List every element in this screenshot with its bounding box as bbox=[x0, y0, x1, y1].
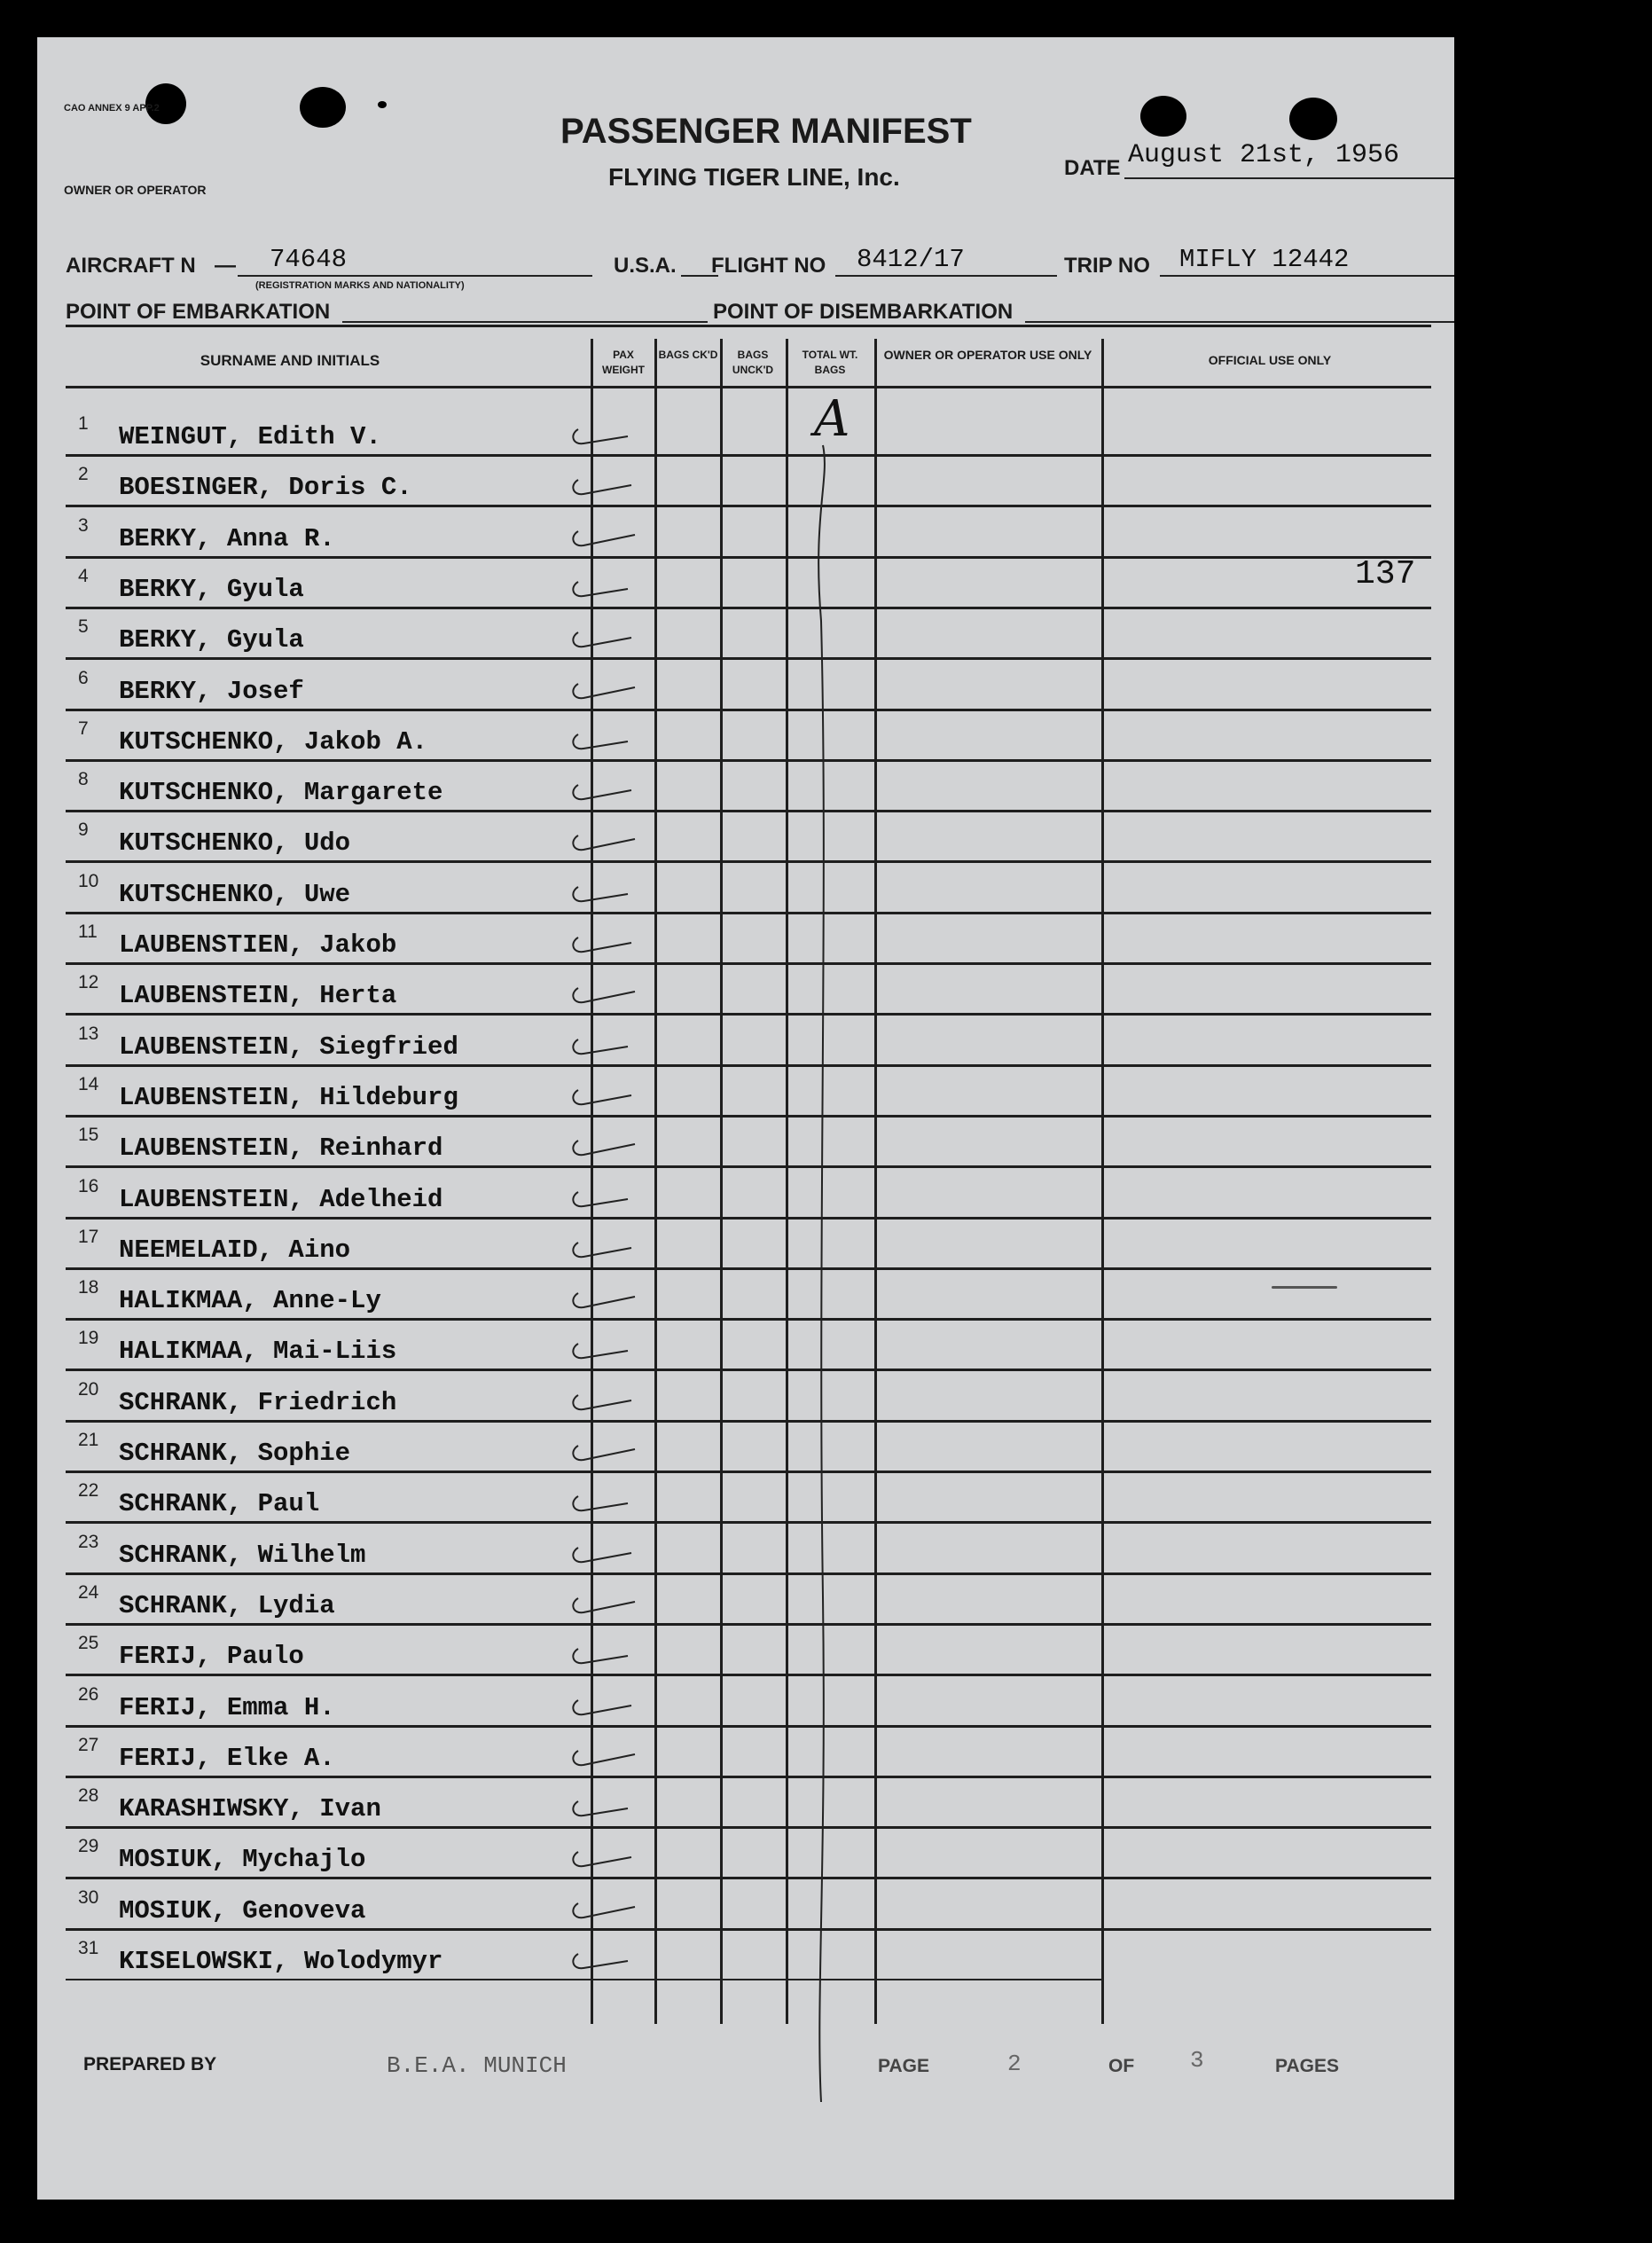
passenger-name: KUTSCHENKO, Jakob A. bbox=[119, 726, 428, 757]
embark-underline bbox=[342, 321, 708, 323]
passenger-name: LAUBENSTEIN, Siegfried bbox=[119, 1031, 458, 1062]
check-mark bbox=[566, 1286, 646, 1318]
row-number: 11 bbox=[78, 922, 98, 942]
passenger-name: BERKY, Josef bbox=[119, 676, 304, 706]
row-rule bbox=[66, 759, 1431, 762]
row-rule bbox=[66, 1318, 1431, 1321]
pages-label: PAGES bbox=[1275, 2056, 1339, 2076]
prepared-label: PREPARED BY bbox=[83, 2054, 217, 2074]
form-subtitle: FLYING TIGER LINE, Inc. bbox=[608, 163, 900, 191]
row-number: 4 bbox=[78, 565, 89, 586]
aircraft-value: 74648 bbox=[270, 245, 348, 274]
prepared-value: B.E.A. MUNICH bbox=[387, 2052, 567, 2079]
row-rule bbox=[66, 912, 1431, 914]
row-rule bbox=[66, 1725, 1431, 1728]
passenger-name: KISELOWSKI, Wolodymyr bbox=[119, 1947, 443, 1976]
check-mark bbox=[566, 1439, 646, 1470]
passenger-name: SCHRANK, Paul bbox=[119, 1489, 320, 1519]
passenger-name: BERKY, Gyula bbox=[119, 625, 304, 655]
row-rule bbox=[66, 1877, 1431, 1879]
trip-underline bbox=[1160, 275, 1454, 277]
passenger-name: SCHRANK, Wilhelm bbox=[119, 1540, 366, 1570]
passenger-name: LAUBENSTEIN, Reinhard bbox=[119, 1133, 443, 1164]
col-divider bbox=[874, 339, 877, 2024]
col-header-bags-unckd: BAGS UNCK'D bbox=[732, 349, 774, 376]
check-mark bbox=[566, 1693, 646, 1725]
row-number: 21 bbox=[78, 1430, 99, 1450]
col-header-total-wt: TOTAL WT. BAGS bbox=[802, 349, 858, 376]
row-number: 17 bbox=[78, 1226, 99, 1247]
row-rule bbox=[66, 1267, 1431, 1270]
row-number: 25 bbox=[78, 1633, 99, 1654]
row-number: 1 bbox=[78, 413, 89, 434]
passenger-name: LAUBENSTEIN, Adelheid bbox=[119, 1184, 443, 1214]
passenger-name: SCHRANK, Lydia bbox=[119, 1590, 335, 1620]
passenger-name: BOESINGER, Doris C. bbox=[119, 473, 412, 503]
check-mark bbox=[566, 1337, 646, 1369]
row-number: 5 bbox=[78, 616, 89, 638]
row-number: 13 bbox=[78, 1023, 99, 1044]
check-mark bbox=[566, 1032, 646, 1064]
row-rule bbox=[66, 1470, 1431, 1473]
punch-hole bbox=[378, 101, 387, 108]
disembark-label: POINT OF DISEMBARKATION bbox=[713, 300, 1014, 324]
row-number: 15 bbox=[78, 1125, 99, 1146]
check-mark bbox=[566, 1083, 646, 1115]
check-mark bbox=[566, 1744, 646, 1776]
passenger-name: LAUBENSTEIN, Herta bbox=[119, 981, 397, 1011]
form-title: PASSENGER MANIFEST bbox=[560, 112, 972, 151]
check-mark bbox=[566, 575, 646, 607]
passenger-name: NEEMELAID, Aino bbox=[119, 1235, 351, 1265]
row-rule bbox=[66, 1420, 1431, 1423]
row-number: 29 bbox=[78, 1836, 99, 1857]
check-mark bbox=[566, 930, 646, 962]
official-note: 137 bbox=[1355, 555, 1416, 593]
row-rule bbox=[66, 1013, 1431, 1016]
date-label: DATE bbox=[1064, 156, 1121, 180]
check-mark bbox=[566, 1133, 646, 1165]
row-rule bbox=[66, 1572, 1431, 1575]
check-mark bbox=[566, 677, 646, 709]
flight-value: 8412/17 bbox=[857, 245, 965, 274]
row-number: 8 bbox=[78, 769, 89, 790]
check-mark bbox=[566, 1896, 646, 1928]
row-number: 19 bbox=[78, 1328, 99, 1349]
table-bottom-rule bbox=[66, 1979, 1103, 1980]
of-label: OF bbox=[1108, 2056, 1135, 2076]
passenger-name: HALIKMAA, Anne-Ly bbox=[119, 1286, 381, 1316]
row-rule bbox=[66, 505, 1431, 507]
row-rule bbox=[66, 1623, 1431, 1626]
table-top-rule bbox=[66, 325, 1431, 327]
row-number: 12 bbox=[78, 972, 99, 993]
passenger-name: MOSIUK, Genoveva bbox=[119, 1895, 366, 1925]
flight-underline bbox=[835, 275, 1057, 277]
row-number: 10 bbox=[78, 870, 99, 891]
row-rule bbox=[66, 1826, 1431, 1829]
row-rule bbox=[66, 810, 1431, 812]
trip-label: TRIP NO bbox=[1064, 254, 1150, 278]
row-rule bbox=[66, 1521, 1431, 1524]
pencil-smudge bbox=[1272, 1286, 1337, 1289]
aircraft-dash: — bbox=[215, 254, 236, 278]
passenger-name: SCHRANK, Friedrich bbox=[119, 1387, 397, 1417]
col-header-surname: SURNAME AND INITIALS bbox=[200, 352, 380, 369]
passenger-name: FERIJ, Emma H. bbox=[119, 1692, 335, 1722]
flight-label: FLIGHT NO bbox=[711, 254, 826, 278]
col-divider bbox=[654, 339, 657, 2024]
row-rule bbox=[66, 1115, 1431, 1118]
check-mark bbox=[566, 727, 646, 759]
check-mark bbox=[566, 1541, 646, 1572]
col-divider bbox=[720, 339, 723, 2024]
punch-hole bbox=[1140, 96, 1186, 137]
check-mark bbox=[566, 422, 646, 454]
row-rule bbox=[66, 454, 1431, 457]
row-number: 18 bbox=[78, 1277, 99, 1298]
row-number: 3 bbox=[78, 514, 89, 536]
page-value: 2 bbox=[1007, 2051, 1022, 2077]
date-value: August 21st, 1956 bbox=[1128, 140, 1400, 170]
passenger-name: BERKY, Anna R. bbox=[119, 523, 335, 553]
row-rule bbox=[66, 1064, 1431, 1067]
row-rule bbox=[66, 1674, 1431, 1676]
row-rule bbox=[66, 1928, 1431, 1931]
check-mark bbox=[566, 1947, 646, 1979]
of-value: 3 bbox=[1190, 2047, 1204, 2074]
date-underline bbox=[1124, 177, 1454, 179]
passenger-name: FERIJ, Elke A. bbox=[119, 1743, 335, 1773]
registration-note: (REGISTRATION MARKS AND NATIONALITY) bbox=[255, 280, 465, 291]
row-number: 28 bbox=[78, 1785, 99, 1807]
check-mark bbox=[566, 1794, 646, 1826]
punch-hole bbox=[300, 87, 346, 128]
table-header-rule bbox=[66, 386, 1431, 388]
passenger-name: KUTSCHENKO, Uwe bbox=[119, 879, 351, 909]
col-header-pax-weight: PAX WEIGHT bbox=[602, 349, 645, 376]
check-mark bbox=[566, 1591, 646, 1623]
row-number: 7 bbox=[78, 718, 89, 739]
passenger-name: LAUBENSTIEN, Jakob bbox=[119, 930, 397, 960]
passenger-name: KARASHIWSKY, Ivan bbox=[119, 1794, 381, 1824]
col-header-official-use: OFFICIAL USE ONLY bbox=[1208, 353, 1332, 367]
row-number: 16 bbox=[78, 1175, 99, 1196]
passenger-name: MOSIUK, Mychajlo bbox=[119, 1845, 366, 1875]
row-number: 26 bbox=[78, 1683, 99, 1705]
check-mark bbox=[566, 473, 646, 505]
row-number: 24 bbox=[78, 1581, 99, 1603]
passenger-name: WEINGUT, Edith V. bbox=[119, 422, 381, 451]
row-number: 22 bbox=[78, 1480, 99, 1502]
owner-operator-label: OWNER OR OPERATOR bbox=[64, 183, 207, 197]
check-mark bbox=[566, 1642, 646, 1674]
col-divider bbox=[786, 339, 788, 2024]
row-number: 30 bbox=[78, 1886, 99, 1908]
check-mark bbox=[566, 1235, 646, 1267]
row-rule bbox=[66, 860, 1431, 863]
check-mark bbox=[566, 778, 646, 810]
total-mark: A bbox=[814, 390, 850, 448]
row-number: 14 bbox=[78, 1073, 99, 1094]
check-mark bbox=[566, 1388, 646, 1420]
row-rule bbox=[66, 962, 1431, 965]
row-rule bbox=[66, 1776, 1431, 1778]
row-rule bbox=[66, 657, 1431, 660]
passenger-name: FERIJ, Paulo bbox=[119, 1642, 304, 1672]
row-rule bbox=[66, 607, 1431, 609]
col-divider bbox=[1101, 339, 1104, 2024]
row-number: 20 bbox=[78, 1378, 99, 1400]
aircraft-underline bbox=[238, 275, 592, 277]
row-number: 27 bbox=[78, 1734, 99, 1755]
check-mark bbox=[566, 880, 646, 912]
col-header-owner-use: OWNER OR OPERATOR USE ONLY bbox=[883, 348, 1092, 362]
passenger-name: LAUBENSTEIN, Hildeburg bbox=[119, 1082, 458, 1112]
passenger-name: SCHRANK, Sophie bbox=[119, 1439, 351, 1468]
check-mark bbox=[566, 524, 646, 556]
check-mark bbox=[566, 981, 646, 1013]
trip-value: MIFLY 12442 bbox=[1179, 245, 1350, 274]
check-mark bbox=[566, 1489, 646, 1521]
check-mark bbox=[566, 625, 646, 657]
aircraft-label: AIRCRAFT N bbox=[66, 254, 196, 278]
col-header-bags-ckd: BAGS CK'D bbox=[658, 349, 718, 361]
check-mark bbox=[566, 1845, 646, 1877]
check-mark bbox=[566, 1185, 646, 1217]
form-code: CAO ANNEX 9 APP.2 bbox=[64, 103, 160, 114]
check-mark bbox=[566, 828, 646, 860]
passenger-name: HALIKMAA, Mai-Liis bbox=[119, 1337, 397, 1367]
row-rule bbox=[66, 709, 1431, 711]
row-rule bbox=[66, 1217, 1431, 1220]
passenger-name: KUTSCHENKO, Margarete bbox=[119, 778, 443, 808]
passenger-name: KUTSCHENKO, Udo bbox=[119, 828, 351, 859]
row-rule bbox=[66, 556, 1431, 559]
disembark-underline bbox=[1025, 321, 1454, 323]
row-number: 31 bbox=[78, 1938, 99, 1958]
manifest-page bbox=[37, 37, 1454, 2200]
usa-label: U.S.A. bbox=[614, 254, 677, 278]
row-number: 6 bbox=[78, 667, 89, 688]
row-rule bbox=[66, 1369, 1431, 1371]
passenger-name: BERKY, Gyula bbox=[119, 574, 304, 604]
row-rule bbox=[66, 1165, 1431, 1168]
row-number: 9 bbox=[78, 820, 89, 841]
page-label: PAGE bbox=[878, 2056, 929, 2076]
row-number: 2 bbox=[78, 464, 89, 485]
row-number: 23 bbox=[78, 1531, 99, 1552]
punch-hole bbox=[1289, 98, 1337, 140]
total-bracket-line bbox=[803, 443, 839, 2111]
embark-label: POINT OF EMBARKATION bbox=[66, 300, 331, 324]
